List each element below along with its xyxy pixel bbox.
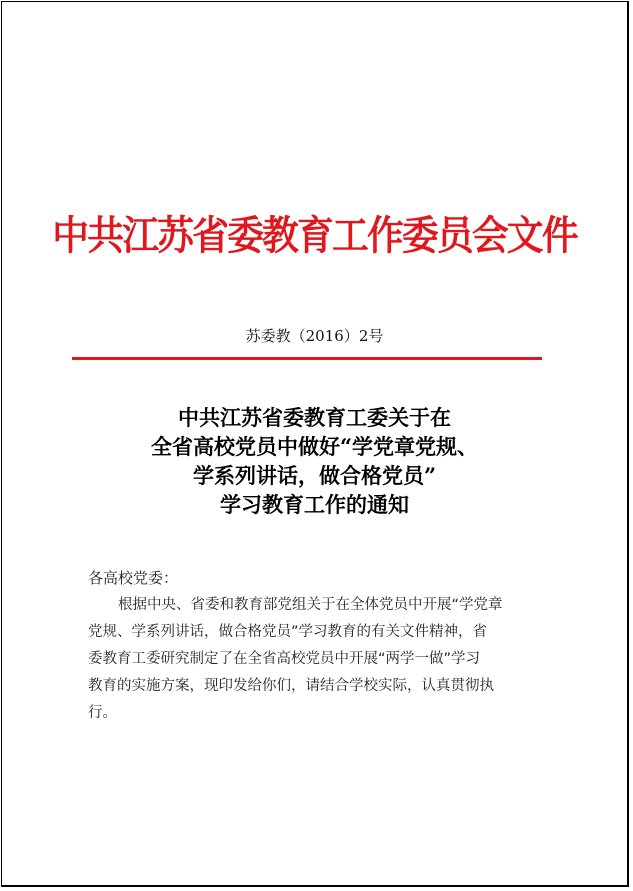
masthead-title: 中共江苏省委教育工作委员会文件: [52, 213, 577, 259]
body-line: 党规、学系列讲话，做合格党员”学习教育的有关文件精神，省: [88, 624, 488, 640]
notice-title-line: 中共江苏省委教育工委关于在: [178, 405, 451, 430]
document-page: [1, 1, 629, 887]
notice-title-line: 全省高校党员中做好“学党章党规、: [150, 434, 479, 459]
body-line: 根据中央、省委和教育部党组关于在全体党员中开展“学党章: [118, 597, 503, 613]
notice-title: [2, 403, 627, 519]
body-line: 教育的实施方案，现印发给你们，请结合学校实际，认真贯彻执: [88, 678, 494, 694]
notice-title-line: 学习教育工作的通知: [220, 492, 409, 517]
body-line: 委教育工委研究制定了在全省高校党员中开展“两学一做”学习: [88, 651, 481, 667]
red-divider-line: [72, 357, 542, 360]
body-paragraph: [88, 592, 550, 727]
salutation: 各高校党委：: [88, 569, 179, 587]
document-number: 苏委教（2016）2号: [245, 327, 384, 345]
body-line: 行。: [88, 705, 117, 721]
notice-title-line: 学系列讲话，做合格党员”: [192, 463, 437, 488]
